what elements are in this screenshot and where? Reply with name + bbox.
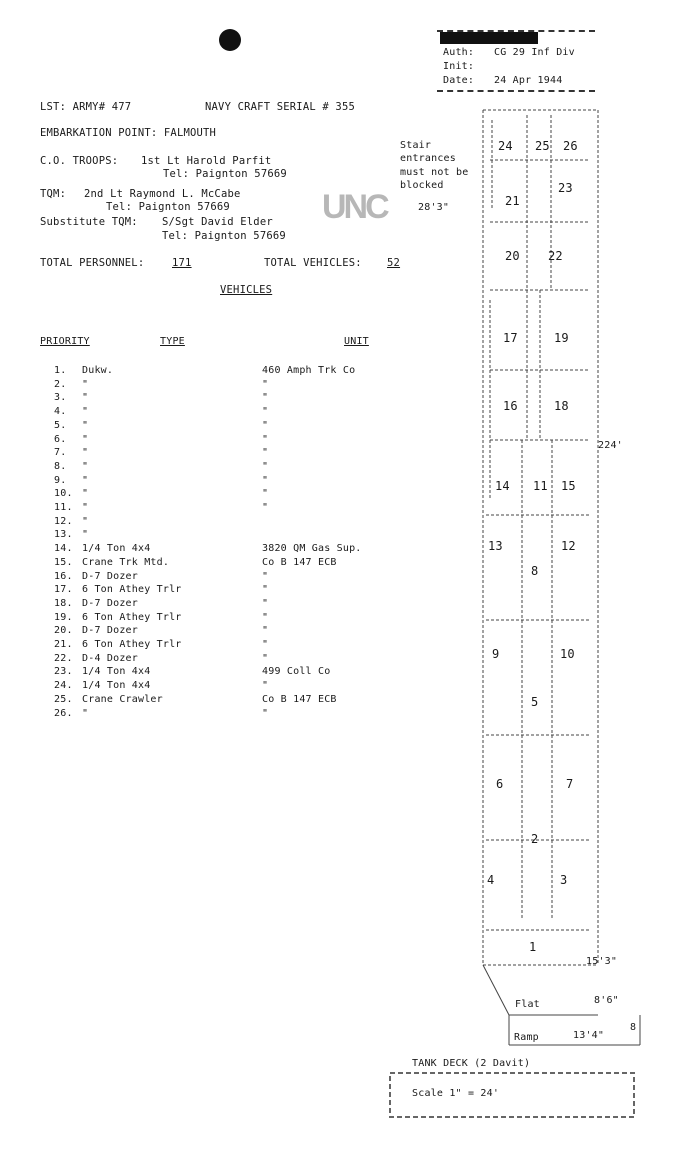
vehicle-row-unit: ": [262, 639, 269, 650]
total-vehicles-label: TOTAL VEHICLES:: [264, 257, 362, 269]
tqm-name: 2nd Lt Raymond L. McCabe: [84, 188, 241, 200]
co-troops-name: 1st Lt Harold Parfit: [141, 155, 272, 167]
vehicle-row-unit: ": [262, 434, 269, 445]
stamp-date-label: Date:: [443, 75, 475, 86]
deck-slot-12: 12: [561, 539, 576, 553]
deck-slot-6: 6: [496, 777, 504, 791]
vehicle-row-number: 19.: [54, 612, 73, 623]
stair-note-3: must not be: [400, 167, 469, 178]
vehicle-row-type: ": [82, 392, 89, 403]
stair-note-1: Stair: [400, 140, 432, 151]
total-personnel-label: TOTAL PERSONNEL:: [40, 257, 145, 269]
flat-dim: 8'6": [594, 995, 619, 1006]
deck-slot-17: 17: [503, 331, 518, 345]
vehicle-row-unit: ": [262, 612, 269, 623]
sub-tqm-label: Substitute TQM:: [40, 216, 138, 228]
vehicle-row-number: 16.: [54, 571, 73, 582]
deck-slot-14: 14: [495, 479, 510, 493]
vehicle-row-unit: ": [262, 420, 269, 431]
vehicle-row-number: 17.: [54, 584, 73, 595]
vehicle-row-type: ": [82, 461, 89, 472]
vehicle-row-type: 1/4 Ton 4x4: [82, 680, 151, 691]
stamp-init-label: Init:: [443, 61, 475, 72]
vehicle-row-number: 10.: [54, 488, 73, 499]
vehicle-row-type: ": [82, 434, 89, 445]
deck-slot-19: 19: [554, 331, 569, 345]
vehicle-row-type: ": [82, 488, 89, 499]
vehicle-row-number: 1.: [54, 365, 67, 376]
vehicle-row-type: ": [82, 502, 89, 513]
vehicle-row-number: 6.: [54, 434, 67, 445]
vehicle-row-unit: ": [262, 571, 269, 582]
vehicle-row-number: 23.: [54, 666, 73, 677]
deck-slot-9: 9: [492, 647, 500, 661]
col-priority-header: PRIORITY: [40, 336, 90, 347]
vehicle-row-type: 6 Ton Athey Trlr: [82, 584, 182, 595]
vehicle-row-type: ": [82, 475, 89, 486]
deck-slot-1: 1: [529, 940, 537, 954]
deck-slot-24: 24: [498, 139, 513, 153]
deck-slot-10: 10: [560, 647, 575, 661]
vehicle-row-type: 1/4 Ton 4x4: [82, 666, 151, 677]
deck-slot-4: 4: [487, 873, 495, 887]
vehicle-row-number: 12.: [54, 516, 73, 527]
vehicle-row-number: 21.: [54, 639, 73, 650]
vehicle-row-type: ": [82, 516, 89, 527]
vehicle-row-number: 18.: [54, 598, 73, 609]
sub-tqm-tel: Tel: Paignton 57669: [162, 230, 286, 242]
vehicle-row-type: ": [82, 406, 89, 417]
deck-slot-11: 11: [533, 479, 548, 493]
vehicle-row-number: 15.: [54, 557, 73, 568]
deck-slot-22: 22: [548, 249, 563, 263]
deck-slot-13: 13: [488, 539, 503, 553]
vehicle-row-unit: ": [262, 406, 269, 417]
stamp-auth-label: Auth:: [443, 47, 475, 58]
vehicle-row-unit: ": [262, 461, 269, 472]
vehicle-row-type: Crane Trk Mtd.: [82, 557, 170, 568]
vehicle-row-unit: ": [262, 392, 269, 403]
vehicle-row-number: 2.: [54, 379, 67, 390]
deck-slot-26: 26: [563, 139, 578, 153]
deck-slot-23: 23: [558, 181, 573, 195]
deck-slot-16: 16: [503, 399, 518, 413]
vehicle-row-type: Crane Crawler: [82, 694, 163, 705]
vehicle-row-unit: 3820 QM Gas Sup.: [262, 543, 362, 554]
lst-number: LST: ARMY# 477: [40, 101, 132, 113]
vehicle-row-type: ": [82, 379, 89, 390]
vehicle-row-number: 26.: [54, 708, 73, 719]
vehicle-row-number: 7.: [54, 447, 67, 458]
deck-slot-18: 18: [554, 399, 569, 413]
navy-craft-serial: NAVY CRAFT SERIAL # 355: [205, 101, 355, 113]
vehicle-row-unit: ": [262, 708, 269, 719]
vehicle-row-type: 6 Ton Athey Trlr: [82, 612, 182, 623]
vehicle-row-number: 25.: [54, 694, 73, 705]
stamp-date-value: 24 Apr 1944: [494, 75, 563, 86]
co-troops-label: C.O. TROOPS:: [40, 155, 119, 167]
tqm-label: TQM:: [40, 188, 67, 200]
deck-slot-20: 20: [505, 249, 520, 263]
vehicle-row-unit: ": [262, 625, 269, 636]
vehicle-row-type: D-7 Dozer: [82, 625, 138, 636]
vehicle-row-unit: ": [262, 653, 269, 664]
vehicle-row-unit: ": [262, 680, 269, 691]
vehicle-row-type: 1/4 Ton 4x4: [82, 543, 151, 554]
ramp-label: Ramp: [514, 1032, 539, 1043]
flat-label: Flat: [515, 999, 540, 1010]
deck-slot-8: 8: [531, 564, 539, 578]
length-dim: 224': [598, 440, 623, 451]
vehicle-row-number: 22.: [54, 653, 73, 664]
vehicle-row-number: 14.: [54, 543, 73, 554]
vehicle-row-number: 4.: [54, 406, 67, 417]
vehicle-row-number: 9.: [54, 475, 67, 486]
vehicle-row-unit: 499 Coll Co: [262, 666, 331, 677]
sub-tqm-name: S/Sgt David Elder: [162, 216, 273, 228]
vehicle-row-unit: ": [262, 488, 269, 499]
vehicle-row-unit: ": [262, 447, 269, 458]
deck-slot-15: 15: [561, 479, 576, 493]
deck-slot-5: 5: [531, 695, 539, 709]
ramp-dim: 13'4": [573, 1030, 605, 1041]
vehicle-row-unit: Co B 147 ECB: [262, 694, 337, 705]
co-troops-tel: Tel: Paignton 57669: [163, 168, 287, 180]
deck-slot-21: 21: [505, 194, 520, 208]
embarkation-point: EMBARKATION POINT: FALMOUTH: [40, 127, 217, 139]
deck-slot-3: 3: [560, 873, 568, 887]
vehicle-row-number: 3.: [54, 392, 67, 403]
deck-slot-2: 2: [531, 832, 539, 846]
deck-scale: Scale 1" = 24': [412, 1088, 500, 1099]
vehicle-row-number: 24.: [54, 680, 73, 691]
vehicle-row-type: ": [82, 420, 89, 431]
vehicle-row-unit: Co B 147 ECB: [262, 557, 337, 568]
vehicle-row-type: ": [82, 529, 89, 540]
total-personnel-value: 171: [172, 257, 192, 269]
deck-slot-7: 7: [566, 777, 574, 791]
vehicle-row-unit: ": [262, 379, 269, 390]
vehicle-row-type: D-7 Dozer: [82, 571, 138, 582]
vehicle-row-type: Dukw.: [82, 365, 114, 376]
faded-stamp: UNC: [322, 188, 387, 226]
vehicle-row-number: 8.: [54, 461, 67, 472]
stair-note-4: blocked: [400, 180, 444, 191]
tqm-tel: Tel: Paignton 57669: [106, 201, 230, 213]
vehicle-row-unit: ": [262, 598, 269, 609]
vehicle-row-type: D-4 Dozer: [82, 653, 138, 664]
deck-caption: TANK DECK (2 Davit): [412, 1058, 531, 1069]
vehicle-row-unit: 460 Amph Trk Co: [262, 365, 356, 376]
vehicles-section-title: VEHICLES: [220, 284, 273, 296]
width-top-dim: 28'3": [418, 202, 450, 213]
stair-note-2: entrances: [400, 153, 456, 164]
deck-slot-25: 25: [535, 139, 550, 153]
vehicle-row-unit: ": [262, 502, 269, 513]
col-unit-header: UNIT: [344, 336, 369, 347]
ramp-side-dim: 8: [630, 1022, 637, 1033]
vehicle-row-number: 11.: [54, 502, 73, 513]
vehicle-row-unit: ": [262, 475, 269, 486]
vehicle-row-number: 20.: [54, 625, 73, 636]
vehicle-row-type: D-7 Dozer: [82, 598, 138, 609]
total-vehicles-value: 52: [387, 257, 401, 269]
width-mid-dim: 15'3": [586, 956, 618, 967]
vehicle-row-number: 13.: [54, 529, 73, 540]
vehicle-row-unit: ": [262, 584, 269, 595]
vehicle-row-number: 5.: [54, 420, 67, 431]
vehicle-row-type: ": [82, 447, 89, 458]
vehicle-row-type: 6 Ton Athey Trlr: [82, 639, 182, 650]
stamp-auth-value: CG 29 Inf Div: [494, 47, 575, 58]
col-type-header: TYPE: [160, 336, 185, 347]
vehicle-row-type: ": [82, 708, 89, 719]
